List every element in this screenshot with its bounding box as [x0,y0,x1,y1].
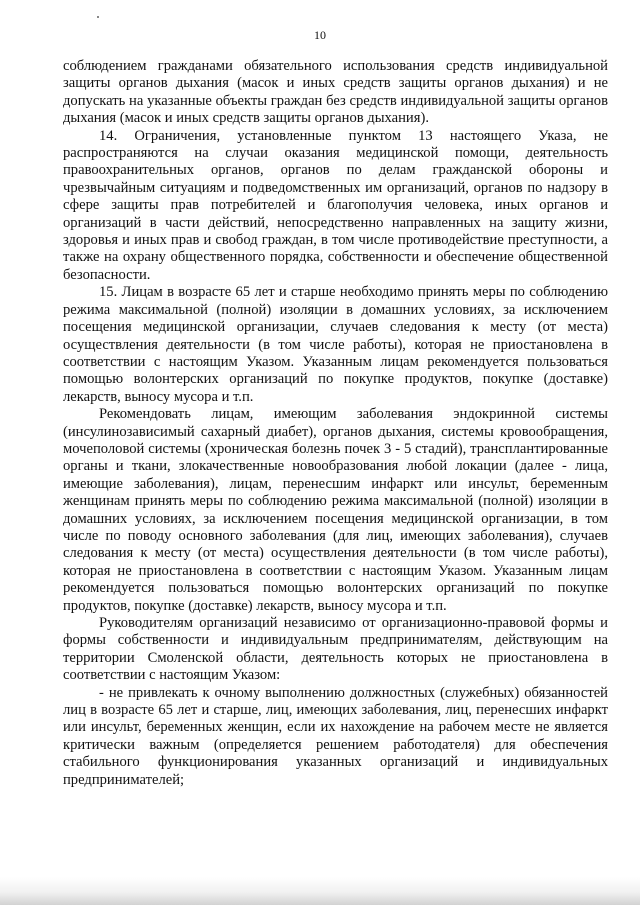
scan-bottom-edge [0,877,640,905]
paragraph-continuation: соблюдением гражданами обязательного использования средств индивидуальной защиты органов дыхания (масок и иных средств защиты органов дыхания) и не допускать на указанные объекты граждан без средств индивидуальной защиты органов дыхания (масок и иных средств защиты органов дыхания). [63,58,608,127]
paragraph-recommendation: Рекомендовать лицам, имеющим заболевания эндокринной системы (инсулинозависимый сахарный диабет), органов дыхания, системы кровообращения, мочеполовой системы (хроническая болезнь почек 3 - 5 стадий), трансплантированные органы и ткани, злокачественные новообразования любой локации (далее - лица, имеющие заболевания), лицам, перенесшим инфаркт или инсульт, беременным женщинам принять меры по соблюдению режима максимальной (полной) изоляции в домашних условиях, за исключением посещения медицинской организации, в том числе по поводу основного заболевания (для лиц, имеющих заболевания), случаев следования к месту (от места) осуществления деятельности (в том числе работы), которая не приостановлена в соответствии с настоящим Указом. Указанным лицам рекомендуется пользоваться помощью волонтерских организаций по покупке продуктов, покупке (доставке) лекарств, выносу мусора и т.п. [63,406,608,614]
document-body [63,58,608,789]
paragraph-managers: Руководителям организаций независимо от организационно-правовой формы и формы собственности и индивидуальным предпринимателям, действующим на территории Смоленской области, деятельность которых не приостановлена в соответствии с настоящим Указом: [63,615,608,684]
page-number: 10 [314,28,326,42]
scan-speck [97,16,99,18]
paragraph-dash-item: - не привлекать к очному выполнению должностных (служебных) обязанностей лиц в возрасте 65 лет и старше, лиц, имеющих заболевания, лиц, перенесших инфаркт или инсульт, беременных женщин, если их нахождение на рабочем месте не является критически важным (определяется решением работодателя) для обеспечения стабильного функционирования указанных организаций и индивидуальных предпринимателей; [63,684,608,788]
paragraph-item-15: 15. Лицам в возрасте 65 лет и старше необходимо принять меры по соблюдению режима максимальной (полной) изоляции в домашних условиях, за исключением посещения медицинской организации, случаев следования к месту (от места) осуществления деятельности (в том числе работы), которая не приостановлена в соответствии с настоящим Указом. Указанным лицам рекомендуется пользоваться помощью волонтерских организаций по покупке продуктов, покупке (доставке) лекарств, выносу мусора и т.п. [63,284,608,405]
paragraph-item-14: 14. Ограничения, установленные пунктом 13 настоящего Указа, не распространяются на случаи оказания медицинской помощи, деятельность правоохранительных органов, органов по делам гражданской обороны и чрезвычайным ситуациям и подведомственных им организаций, органов по надзору в сфере защиты прав потребителей и благополучия человека, иных органов и организаций в части действий, непосредственно направленных на защиту жизни, здоровья и иных прав и свобод граждан, в том числе противодействие преступности, а также на охрану общественного порядка, собственности и обеспечение общественной безопасности. [63,127,608,283]
